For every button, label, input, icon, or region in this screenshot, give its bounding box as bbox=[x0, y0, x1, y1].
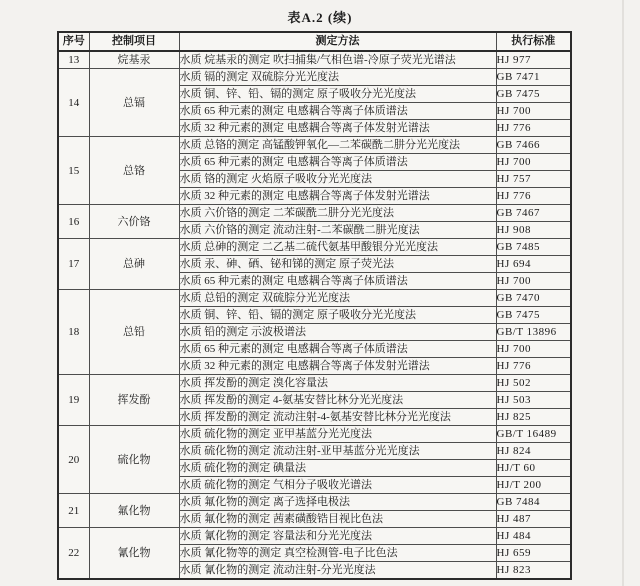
standard-cell: GB 7475 bbox=[496, 307, 571, 324]
control-item-cell: 总铅 bbox=[89, 290, 179, 375]
method-cell: 水质 65 种元素的测定 电感耦合等离子体质谱法 bbox=[179, 273, 496, 290]
standard-cell: HJ 908 bbox=[496, 222, 571, 239]
standard-cell: HJ 502 bbox=[496, 375, 571, 392]
serial-cell: 13 bbox=[58, 51, 89, 69]
scan-edge bbox=[622, 0, 624, 586]
control-item-cell: 氟化物 bbox=[89, 494, 179, 528]
standard-cell: GB 7467 bbox=[496, 205, 571, 222]
method-cell: 水质 汞、砷、硒、铋和锑的测定 原子荧光法 bbox=[179, 256, 496, 273]
standard-cell: HJ 700 bbox=[496, 103, 571, 120]
table-title: 表A.2 (续) bbox=[287, 10, 353, 25]
method-cell: 水质 硫化物的测定 气相分子吸收光谱法 bbox=[179, 477, 496, 494]
control-item-cell: 六价铬 bbox=[89, 205, 179, 239]
method-cell: 水质 铜、锌、铅、镉的测定 原子吸收分光光度法 bbox=[179, 86, 496, 103]
table-row bbox=[58, 137, 571, 154]
standard-cell: GB/T 13896 bbox=[496, 324, 571, 341]
standard-cell: GB 7471 bbox=[496, 69, 571, 86]
standard-cell: GB 7485 bbox=[496, 239, 571, 256]
table-row bbox=[58, 494, 571, 511]
serial-cell: 18 bbox=[58, 290, 89, 375]
standard-cell: GB/T 16489 bbox=[496, 426, 571, 443]
method-cell: 水质 氰化物等的测定 真空检测管-电子比色法 bbox=[179, 545, 496, 562]
method-cell: 水质 硫化物的测定 流动注射-亚甲基蓝分光光度法 bbox=[179, 443, 496, 460]
serial-cell: 20 bbox=[58, 426, 89, 494]
standard-cell: HJ 484 bbox=[496, 528, 571, 545]
standard-cell: GB 7484 bbox=[496, 494, 571, 511]
serial-cell: 19 bbox=[58, 375, 89, 426]
method-cell: 水质 烷基汞的测定 吹扫捕集/气相色谱-冷原子荧光光谱法 bbox=[179, 51, 496, 69]
header-row bbox=[58, 32, 571, 51]
standard-cell: HJ 776 bbox=[496, 188, 571, 205]
method-cell: 水质 氟化物的测定 离子选择电极法 bbox=[179, 494, 496, 511]
method-cell: 水质 氰化物的测定 容量法和分光光度法 bbox=[179, 528, 496, 545]
standard-cell: HJ 977 bbox=[496, 51, 571, 69]
table-row bbox=[58, 239, 571, 256]
standard-cell: HJ 700 bbox=[496, 341, 571, 358]
method-cell: 水质 六价铬的测定 流动注射-二苯碳酰二肼光度法 bbox=[179, 222, 496, 239]
method-cell: 水质 铬的测定 火焰原子吸收分光光度法 bbox=[179, 171, 496, 188]
control-item-cell: 总铬 bbox=[89, 137, 179, 205]
method-cell: 水质 32 种元素的测定 电感耦合等离子体发射光谱法 bbox=[179, 120, 496, 137]
standard-cell: HJ 503 bbox=[496, 392, 571, 409]
standard-cell: HJ 823 bbox=[496, 562, 571, 580]
table-row bbox=[58, 528, 571, 545]
method-cell: 水质 铜、锌、铅、镉的测定 原子吸收分光光度法 bbox=[179, 307, 496, 324]
table-row bbox=[58, 290, 571, 307]
serial-cell: 21 bbox=[58, 494, 89, 528]
standard-cell: HJ/T 60 bbox=[496, 460, 571, 477]
method-cell: 水质 铅的测定 示波极谱法 bbox=[179, 324, 496, 341]
header-method: 测定方法 bbox=[179, 32, 496, 51]
method-cell: 水质 镉的测定 双硫腙分光光度法 bbox=[179, 69, 496, 86]
table-row bbox=[58, 375, 571, 392]
standard-cell: HJ 825 bbox=[496, 409, 571, 426]
control-item-cell: 总砷 bbox=[89, 239, 179, 290]
standard-cell: HJ 700 bbox=[496, 154, 571, 171]
method-cell: 水质 氟化物的测定 茜素磺酸锆目视比色法 bbox=[179, 511, 496, 528]
table-row bbox=[58, 205, 571, 222]
serial-cell: 17 bbox=[58, 239, 89, 290]
method-cell: 水质 65 种元素的测定 电感耦合等离子体质谱法 bbox=[179, 154, 496, 171]
header-control-item: 控制项目 bbox=[89, 32, 179, 51]
method-cell: 水质 六价铬的测定 二苯碳酰二肼分光光度法 bbox=[179, 205, 496, 222]
standard-cell: HJ 776 bbox=[496, 358, 571, 375]
standard-cell: HJ 776 bbox=[496, 120, 571, 137]
method-cell: 水质 挥发酚的测定 流动注射-4-氨基安替比林分光光度法 bbox=[179, 409, 496, 426]
standard-cell: HJ/T 200 bbox=[496, 477, 571, 494]
method-cell: 水质 32 种元素的测定 电感耦合等离子体发射光谱法 bbox=[179, 188, 496, 205]
standard-cell: HJ 700 bbox=[496, 273, 571, 290]
table-row bbox=[58, 51, 571, 69]
method-cell: 水质 32 种元素的测定 电感耦合等离子体发射光谱法 bbox=[179, 358, 496, 375]
standard-cell: HJ 487 bbox=[496, 511, 571, 528]
method-cell: 水质 65 种元素的测定 电感耦合等离子体质谱法 bbox=[179, 103, 496, 120]
table-row bbox=[58, 69, 571, 86]
standards-table-body bbox=[58, 51, 571, 579]
control-item-cell: 烷基汞 bbox=[89, 51, 179, 69]
serial-cell: 14 bbox=[58, 69, 89, 137]
method-cell: 水质 氰化物的测定 流动注射-分光光度法 bbox=[179, 562, 496, 580]
standards-table bbox=[57, 31, 572, 580]
standard-cell: GB 7475 bbox=[496, 86, 571, 103]
control-item-cell: 挥发酚 bbox=[89, 375, 179, 426]
table-row bbox=[58, 426, 571, 443]
control-item-cell: 硫化物 bbox=[89, 426, 179, 494]
method-cell: 水质 硫化物的测定 亚甲基蓝分光光度法 bbox=[179, 426, 496, 443]
method-cell: 水质 65 种元素的测定 电感耦合等离子体质谱法 bbox=[179, 341, 496, 358]
method-cell: 水质 硫化物的测定 碘量法 bbox=[179, 460, 496, 477]
serial-cell: 16 bbox=[58, 205, 89, 239]
method-cell: 水质 挥发酚的测定 4-氨基安替比林分光光度法 bbox=[179, 392, 496, 409]
serial-cell: 15 bbox=[58, 137, 89, 205]
table-header bbox=[58, 32, 571, 51]
method-cell: 水质 总铅的测定 双硫腙分光光度法 bbox=[179, 290, 496, 307]
standard-cell: GB 7466 bbox=[496, 137, 571, 154]
standard-cell: HJ 757 bbox=[496, 171, 571, 188]
method-cell: 水质 挥发酚的测定 溴化容量法 bbox=[179, 375, 496, 392]
standard-cell: GB 7470 bbox=[496, 290, 571, 307]
header-standard: 执行标准 bbox=[496, 32, 571, 51]
method-cell: 水质 总砷的测定 二乙基二硫代氨基甲酸银分光光度法 bbox=[179, 239, 496, 256]
header-serial: 序号 bbox=[58, 32, 89, 51]
method-cell: 水质 总铬的测定 高锰酸钾氧化—二苯碳酰二肼分光光度法 bbox=[179, 137, 496, 154]
control-item-cell: 氰化物 bbox=[89, 528, 179, 580]
control-item-cell: 总镉 bbox=[89, 69, 179, 137]
standard-cell: HJ 694 bbox=[496, 256, 571, 273]
standard-cell: HJ 659 bbox=[496, 545, 571, 562]
serial-cell: 22 bbox=[58, 528, 89, 580]
standard-cell: HJ 824 bbox=[496, 443, 571, 460]
